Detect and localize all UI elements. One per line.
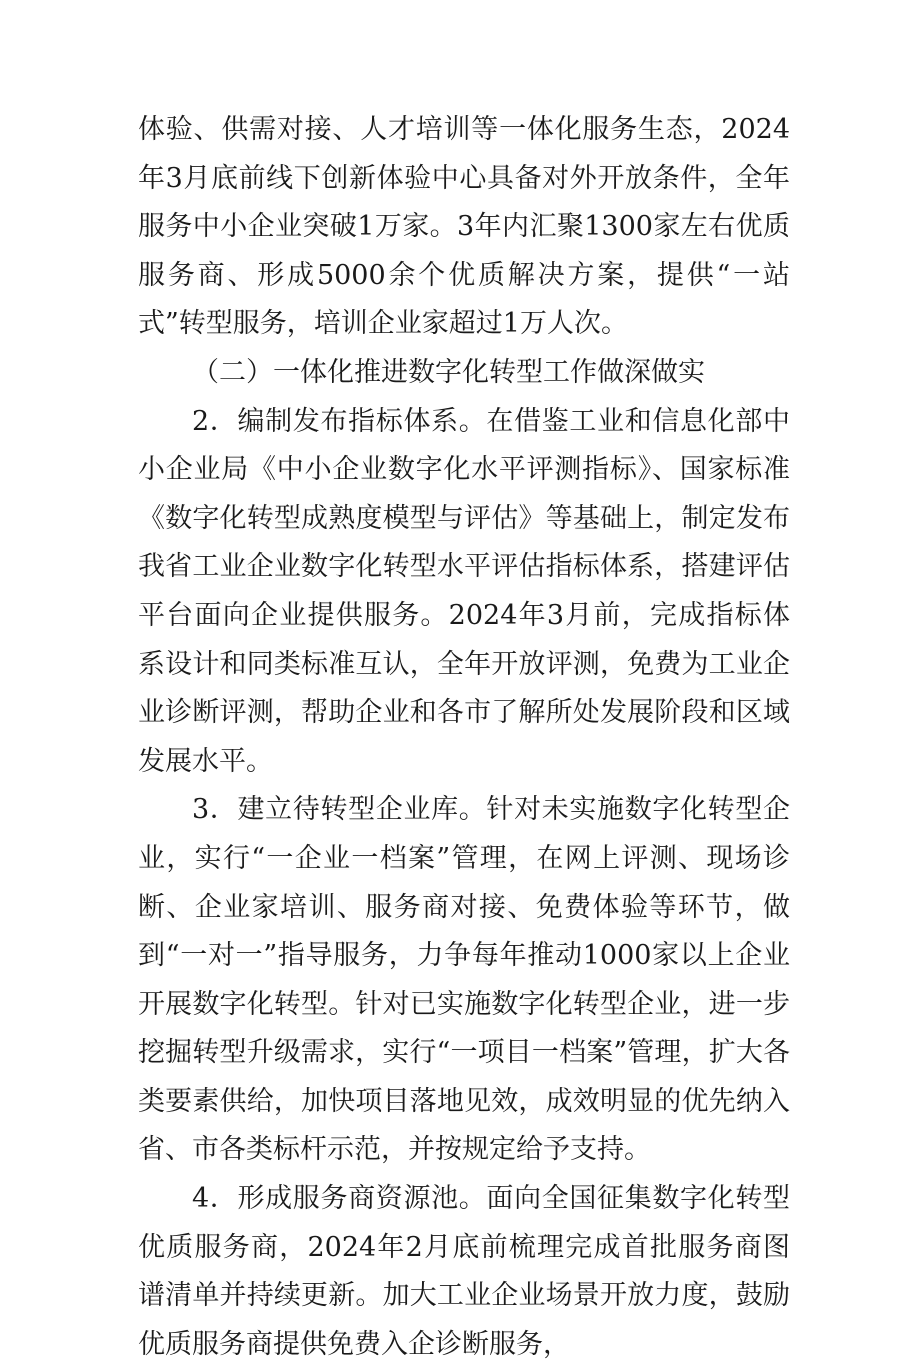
paragraph-enterprise-library: 3．建立待转型企业库。针对未实施数字化转型企业，实行“一企业一档案”管理，在网上评测、现场诊断、企业家培训、服务商对接、免费体验等环节，做到“一对一”指导服务，力争每年推动1000家以上企业开展数字化转型。针对已实施数字化转型企业，进一步挖掘转型升级需求，实行“一项目一档案”管理，扩大各类要素供给，加快项目落地见效，成效明显的优先纳入省、市各类标杆示范，并按规定给予支持。 [138,794,790,1166]
paragraph-indicator-system: 2．编制发布指标体系。在借鉴工业和信息化部中小企业局《中小企业数字化水平评测指标》、国家标准《数字化转型成熟度模型与评估》等基础上，制定发布我省工业企业数字化转型水平评估指标体系，搭建评估平台面向企业提供服务。2024年3月前，完成指标体系设计和同类标准互认，全年开放评测，免费为工业企业诊断评测，帮助企业和各市了解所处发展阶段和区域发展水平。 [138,405,790,777]
document-body [138,106,790,1369]
paragraph-service-ecosystem: 体验、供需对接、人才培训等一体化服务生态，2024年3月底前线下创新体验中心具备对外开放条件，全年服务中小企业突破1万家。3年内汇聚1300家左右优质服务商、形成5000余个优质解决方案，提供“一站式”转型服务，培训企业家超过1万人次。 [138,114,790,340]
paragraph-provider-pool: 4．形成服务商资源池。面向全国征集数字化转型优质服务商，2024年2月底前梳理完成首批服务商图谱清单并持续更新。加大工业企业场景开放力度，鼓励优质服务商提供免费入企诊断服务， [138,1183,790,1360]
section-heading: （二）一体化推进数字化转型工作做深做实 [192,356,705,388]
